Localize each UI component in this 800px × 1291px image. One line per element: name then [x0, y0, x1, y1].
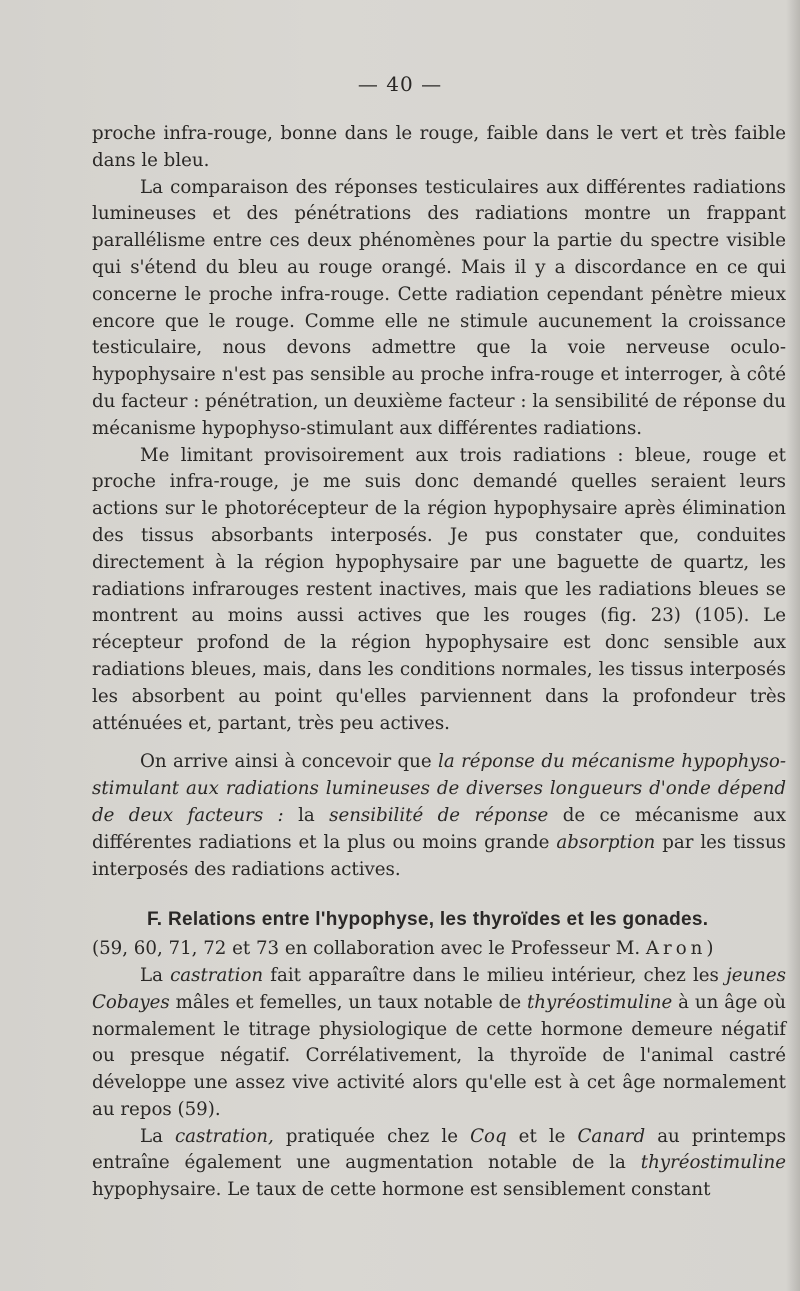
- paragraph-4-italic: la réponse du mécanisme hypophyso-stimulant aux radiations lumineuses de diverses longueurs d'onde dépend de deux facteurs :: [92, 751, 786, 826]
- paragraph-6-text: et le: [506, 1125, 578, 1147]
- paragraph-6-italic: castration,: [175, 1125, 274, 1147]
- paragraph-4-text: par les tissus interposés des radiations actives.: [92, 831, 786, 880]
- paragraph-6-text: hypophysaire. Le taux de cette hormone est sensiblement constant: [92, 1179, 711, 1201]
- collaborator-name: Aron: [645, 938, 707, 960]
- paragraph-6: [92, 1124, 786, 1204]
- paragraph-5-text: mâles et femelles, un taux notable de: [169, 991, 527, 1013]
- paragraph-5-italic: thyréostimuline: [527, 991, 673, 1013]
- paragraph-4: [92, 749, 786, 883]
- paragraph-5-text: La: [140, 964, 171, 986]
- paragraph-1: proche infra-rouge, bonne dans le rouge, faible dans le vert et très faible dans le bleu.: [92, 123, 786, 171]
- paragraph-6-italic: Coq: [470, 1125, 507, 1147]
- paragraph-6-text: pratiquée chez le: [273, 1125, 471, 1147]
- page-number: — 40 —: [357, 72, 443, 96]
- page-edge-shadow: [786, 0, 800, 1291]
- paragraph-5-text: à un âge où normalement le titrage physiologique de cette hormone demeure négatif ou presque négatif. Corrélativement, la thyroïde de l'animal castré développe une assez vive activité alors qu'elle est à cet âge normalement au repos (59).: [92, 991, 787, 1120]
- paragraph-5-italic: jeunes Cobayes: [92, 964, 786, 1013]
- paragraph-6-italic: Canard: [577, 1125, 646, 1147]
- paragraph-4-text: la: [283, 804, 330, 826]
- page-body: [92, 121, 786, 1204]
- paragraph-3: Me limitant provisoirement aux trois radiations : bleue, rouge et proche infra-rouge, je me suis donc demandé quelles seraient leurs actions sur le photorécepteur de la région hypophysaire après élimination des tissus absorbants interposés. Je pus constater que, conduites directement à la région hypophysaire par une baguette de quartz, les radiations infrarouges restent inactives, mais que les radiations bleues se montrent au moins aussi actives que les rouges (fig. 23) (105). Le récepteur profond de la région hypophysaire est donc sensible aux radiations bleues, mais, dans les conditions normales, les tissus interposés les absorbent au point qu'elles parviennent dans la profondeur très atténuées et, partant, très peu actives.: [92, 444, 786, 734]
- paragraph-6-text: au printemps entraîne également une augmentation notable de la: [92, 1125, 787, 1174]
- paragraph-2: La comparaison des réponses testiculaires aux différentes radiations lumineuses et des pénétrations des radiations montre un frappant parallélisme entre ces deux phénomènes pour la partie du spectre visible qui s'étend du bleu au rouge orangé. Mais il y a discordance en ce qui concerne le proche infra-rouge. Cette radiation cependant pénètre mieux encore que le rouge. Comme elle ne stimule aucunement la croissance testiculaire, nous devons admettre que la voie nerveuse oculo-hypophysaire n'est pas sensible au proche infra-rouge et interroger, à côté du facteur : pénétration, un deuxième facteur : la sensibilité de réponse du mécanisme hypophyso-stimulant aux différentes radiations.: [92, 176, 786, 439]
- collaboration-text: (59, 60, 71, 72 et 73 en collaboration avec le Professeur M.: [92, 938, 646, 960]
- paragraph-6-italic: thyréostimuline: [640, 1152, 786, 1174]
- paragraph-4-italic: absorption: [556, 831, 656, 853]
- paragraph-5: [92, 963, 786, 1124]
- section-heading: F. Relations entre l'hypophyse, les thyroïdes et les gonades.: [147, 909, 709, 931]
- paragraph-4-text: de ce mécanisme aux différentes radiations et la plus ou moins grande: [92, 804, 786, 853]
- collaboration-text: ): [706, 938, 714, 960]
- paragraph-4-text: On arrive ainsi à concevoir que: [140, 751, 439, 773]
- paragraph-6-text: La: [140, 1125, 175, 1147]
- collaboration-note: [92, 936, 786, 963]
- paragraph-4-italic: sensibilité de réponse: [329, 804, 549, 826]
- paragraph-5-text: fait apparaître dans le milieu intérieur, chez les: [263, 964, 727, 986]
- paragraph-5-italic: castration: [170, 964, 264, 986]
